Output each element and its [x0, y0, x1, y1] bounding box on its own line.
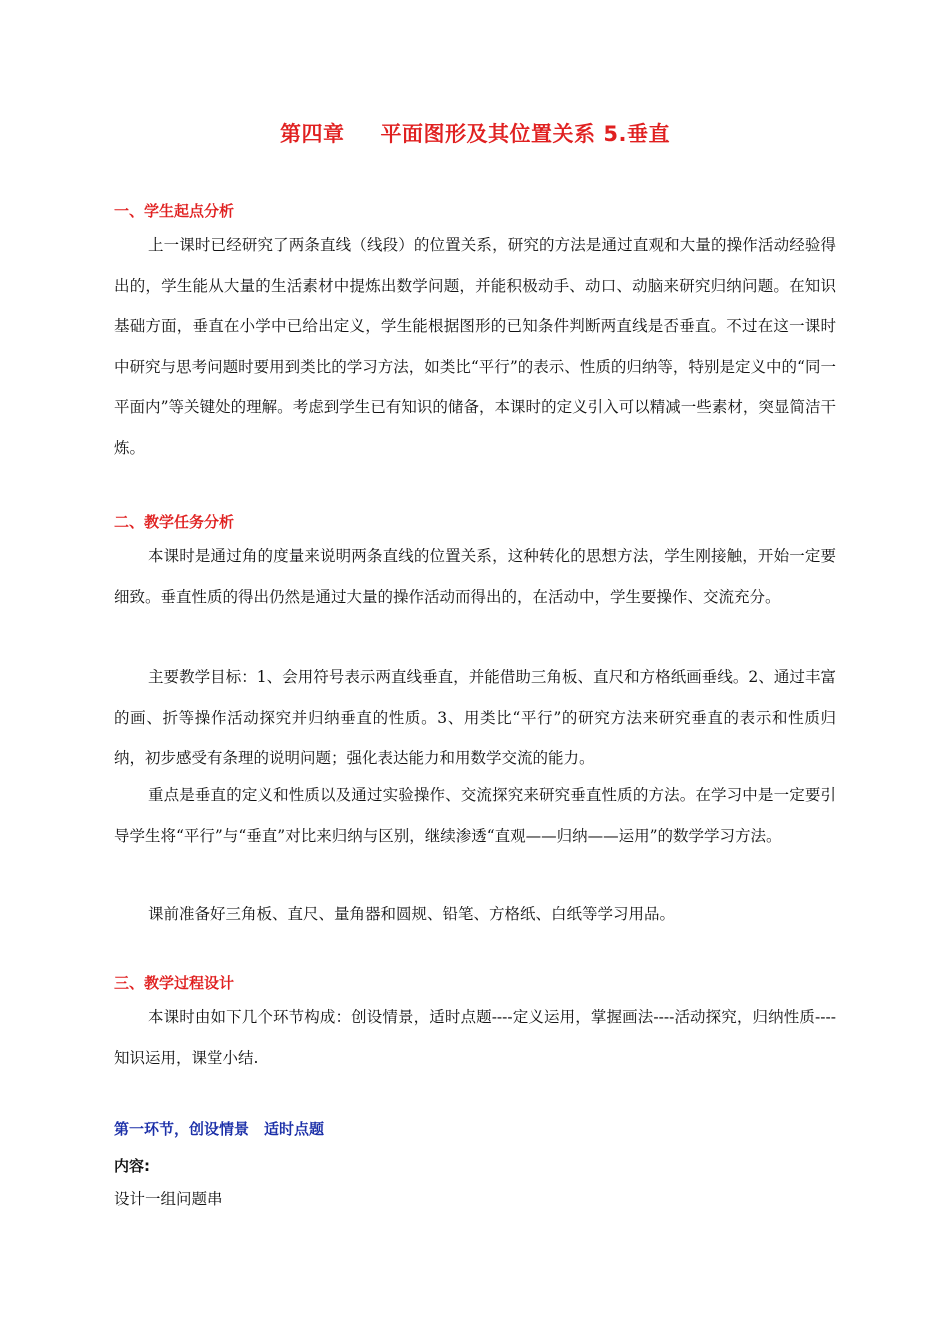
section-heading-2: 二、教学任务分析 — [114, 513, 235, 531]
content-label: 内容: — [114, 1157, 150, 1175]
section-2-paragraph-2: 主要教学目标：1、会用符号表示两直线垂直，并能借助三角板、直尺和方格纸画垂线。2、通过丰富的画、折等操作活动探究并归纳垂直的性质。3、用类比“平行”的研究方法来研究垂直的表示和性质归纳，初步感受有条理的说明问题；强化表达能力和用数学交流的能力。 — [114, 668, 836, 767]
section-heading-3: 三、教学过程设计 — [114, 974, 235, 992]
section-2-paragraph-3: 重点是垂直的定义和性质以及通过实验操作、交流探究来研究垂直性质的方法。在学习中是一定要引导学生将“平行”与“垂直”对比来归纳与区别，继续渗透“直观——归纳——运用”的数学学习方法。 — [114, 786, 836, 845]
step-1-heading: 第一环节，创设情景 适时点题 — [114, 1120, 325, 1138]
section-2-paragraph-4: 课前准备好三角板、直尺、量角器和圆规、铅笔、方格纸、白纸等学习用品。 — [148, 905, 676, 923]
chapter-label: 第四章 — [280, 122, 345, 146]
lesson-title: 平面图形及其位置关系 5.垂直 — [380, 122, 670, 146]
document-title — [0, 118, 950, 148]
section-1-paragraph-1: 上一课时已经研究了两条直线（线段）的位置关系，研究的方法是通过直观和大量的操作活动经验得出的，学生能从大量的生活素材中提炼出数学问题，并能积极动手、动口、动脑来研究归纳问题。在知识基础方面，垂直在小学中已给出定义，学生能根据图形的已知条件判断两直线是否垂直。不过在这一课时中研究与思考问题时要用到类比的学习方法，如类比“平行”的表示、性质的归纳等，特别是定义中的“同一平面内”等关键处的理解。考虑到学生已有知识的储备，本课时的定义引入可以精减一些素材，突显简洁干炼。 — [114, 236, 836, 457]
section-3-paragraph-1: 本课时由如下几个环节构成：创设情景，适时点题----定义运用，掌握画法----活动探究，归纳性质----知识运用，课堂小结. — [114, 1008, 836, 1067]
section-2-paragraph-1: 本课时是通过角的度量来说明两条直线的位置关系，这种转化的思想方法，学生刚接触，开始一定要细致。垂直性质的得出仍然是通过大量的操作活动而得出的，在活动中，学生要操作、交流充分。 — [114, 547, 836, 606]
section-heading-1: 一、学生起点分析 — [114, 202, 235, 220]
content-text: 设计一组问题串 — [114, 1190, 223, 1208]
